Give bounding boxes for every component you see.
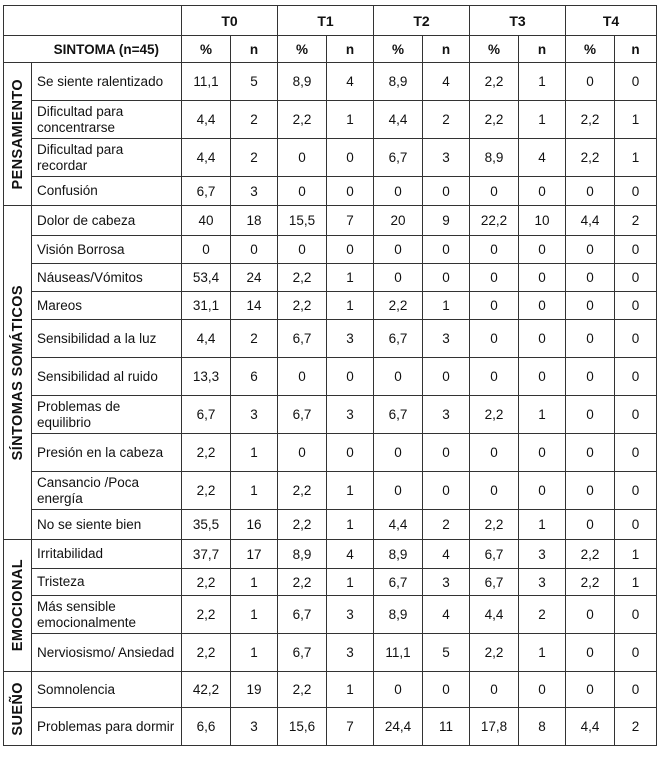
n-cell: 1 <box>231 434 278 472</box>
n-cell: 1 <box>231 569 278 596</box>
n-cell: 0 <box>231 236 278 264</box>
table-row <box>4 139 657 177</box>
pct-cell: 6,6 <box>182 708 231 746</box>
table-row <box>4 708 657 746</box>
pct-cell: 2,2 <box>182 596 231 634</box>
pct-cell: 2,2 <box>278 292 327 320</box>
symptom-name: Somnolencia <box>32 672 182 708</box>
header-corner <box>4 6 182 36</box>
n-cell: 7 <box>327 708 374 746</box>
pct-cell: 2,2 <box>566 569 615 596</box>
symptom-name: Dificultad para concentrarse <box>32 101 182 139</box>
n-cell: 3 <box>423 320 470 358</box>
pct-cell: 20 <box>374 206 423 236</box>
pct-cell: 2,2 <box>470 634 519 672</box>
pct-cell: 2,2 <box>566 101 615 139</box>
n-cell: 1 <box>615 540 657 569</box>
pct-cell: 0 <box>566 320 615 358</box>
pct-cell: 2,2 <box>278 472 327 510</box>
n-cell: 16 <box>231 510 278 540</box>
pct-cell: 37,7 <box>182 540 231 569</box>
pct-cell: 0 <box>470 358 519 396</box>
n-cell: 0 <box>615 634 657 672</box>
pct-cell: 2,2 <box>182 472 231 510</box>
pct-cell: 0 <box>566 672 615 708</box>
timepoint-header-row <box>4 6 657 36</box>
n-cell: 1 <box>327 101 374 139</box>
n-cell: 3 <box>423 396 470 434</box>
pct-cell: 4,4 <box>374 101 423 139</box>
n-cell: 5 <box>423 634 470 672</box>
n-cell: 3 <box>327 320 374 358</box>
pct-cell: 0 <box>278 177 327 206</box>
pct-cell: 0 <box>566 236 615 264</box>
table-row <box>4 292 657 320</box>
n-cell: 4 <box>423 540 470 569</box>
pct-cell: 0 <box>374 672 423 708</box>
n-cell: 17 <box>231 540 278 569</box>
n-cell: 0 <box>615 596 657 634</box>
n-cell: 0 <box>519 358 566 396</box>
pct-cell: 8,9 <box>374 540 423 569</box>
pct-cell: 6,7 <box>374 396 423 434</box>
n-cell: 0 <box>519 264 566 292</box>
n-cell: 1 <box>519 634 566 672</box>
n-cell: 2 <box>231 139 278 177</box>
n-cell: 0 <box>423 672 470 708</box>
pct-cell: 6,7 <box>278 320 327 358</box>
n-cell: 0 <box>423 236 470 264</box>
table-row <box>4 177 657 206</box>
n-cell: 0 <box>519 236 566 264</box>
pct-cell: 2,2 <box>278 101 327 139</box>
n-cell: 0 <box>615 177 657 206</box>
n-cell: 0 <box>327 177 374 206</box>
pct-cell: 4,4 <box>182 101 231 139</box>
n-cell: 3 <box>423 139 470 177</box>
timepoint-header: T2 <box>374 6 470 36</box>
pct-cell: 0 <box>566 63 615 101</box>
pct-cell: 6,7 <box>278 396 327 434</box>
symptom-name: No se siente bien <box>32 510 182 540</box>
table-row <box>4 672 657 708</box>
pct-cell: 0 <box>566 634 615 672</box>
table-row <box>4 63 657 101</box>
table-row <box>4 320 657 358</box>
pct-cell: 17,8 <box>470 708 519 746</box>
pct-cell: 22,2 <box>470 206 519 236</box>
n-cell: 0 <box>519 472 566 510</box>
pct-cell: 35,5 <box>182 510 231 540</box>
table-body <box>4 63 657 746</box>
symptom-name: Náuseas/Vómitos <box>32 264 182 292</box>
n-header: n <box>231 36 278 63</box>
symptom-name: Confusión <box>32 177 182 206</box>
pct-cell: 8,9 <box>374 596 423 634</box>
pct-cell: 42,2 <box>182 672 231 708</box>
pct-header: % <box>374 36 423 63</box>
n-cell: 10 <box>519 206 566 236</box>
n-header: n <box>519 36 566 63</box>
pct-cell: 0 <box>566 177 615 206</box>
pct-cell: 0 <box>278 358 327 396</box>
n-cell: 3 <box>327 396 374 434</box>
pct-cell: 2,2 <box>182 434 231 472</box>
pct-header: % <box>566 36 615 63</box>
table-row <box>4 540 657 569</box>
n-cell: 0 <box>615 434 657 472</box>
pct-cell: 4,4 <box>470 596 519 634</box>
n-cell: 7 <box>327 206 374 236</box>
pct-cell: 31,1 <box>182 292 231 320</box>
pct-cell: 2,2 <box>470 510 519 540</box>
n-cell: 8 <box>519 708 566 746</box>
pct-cell: 2,2 <box>278 510 327 540</box>
pct-cell: 0 <box>374 236 423 264</box>
pct-cell: 2,2 <box>566 139 615 177</box>
symptom-name: Visión Borrosa <box>32 236 182 264</box>
group-label-cell <box>4 206 32 540</box>
n-cell: 0 <box>519 672 566 708</box>
n-header: n <box>615 36 657 63</box>
pct-cell: 11,1 <box>182 63 231 101</box>
n-cell: 1 <box>327 672 374 708</box>
n-cell: 0 <box>327 434 374 472</box>
table-row <box>4 264 657 292</box>
n-cell: 0 <box>615 510 657 540</box>
pct-cell: 0 <box>566 292 615 320</box>
n-cell: 2 <box>615 708 657 746</box>
pct-cell: 2,2 <box>566 540 615 569</box>
pct-cell: 0 <box>470 672 519 708</box>
pct-cell: 6,7 <box>374 139 423 177</box>
pct-cell: 53,4 <box>182 264 231 292</box>
group-label: PENSAMIENTO <box>9 78 26 190</box>
pct-cell: 11,1 <box>374 634 423 672</box>
pct-cell: 2,2 <box>182 634 231 672</box>
symptom-name: Más sensible emocionalmente <box>32 596 182 634</box>
pct-cell: 2,2 <box>182 569 231 596</box>
symptom-name: Se siente ralentizado <box>32 63 182 101</box>
pct-cell: 4,4 <box>566 708 615 746</box>
n-cell: 1 <box>519 101 566 139</box>
symptom-name: Irritabilidad <box>32 540 182 569</box>
subheader-row <box>4 36 657 63</box>
n-cell: 4 <box>327 540 374 569</box>
pct-cell: 0 <box>470 292 519 320</box>
n-cell: 19 <box>231 672 278 708</box>
symptom-name: Cansancio /Poca energía <box>32 472 182 510</box>
group-label-cell <box>4 540 32 672</box>
pct-cell: 2,2 <box>470 396 519 434</box>
pct-cell: 8,9 <box>374 63 423 101</box>
n-cell: 14 <box>231 292 278 320</box>
symptom-name: Sensibilidad al ruido <box>32 358 182 396</box>
pct-cell: 15,5 <box>278 206 327 236</box>
group-label-cell <box>4 672 32 746</box>
n-cell: 3 <box>231 396 278 434</box>
pct-cell: 6,7 <box>278 634 327 672</box>
pct-cell: 0 <box>182 236 231 264</box>
pct-cell: 6,7 <box>278 596 327 634</box>
symptom-name: Nerviosismo/ Ansiedad <box>32 634 182 672</box>
n-cell: 4 <box>327 63 374 101</box>
pct-cell: 0 <box>374 358 423 396</box>
n-header: n <box>327 36 374 63</box>
symptom-name: Dolor de cabeza <box>32 206 182 236</box>
n-cell: 1 <box>327 569 374 596</box>
timepoint-header: T1 <box>278 6 374 36</box>
n-cell: 0 <box>615 292 657 320</box>
symptom-name: Sensibilidad a la luz <box>32 320 182 358</box>
n-cell: 0 <box>327 139 374 177</box>
n-cell: 0 <box>615 236 657 264</box>
n-cell: 2 <box>615 206 657 236</box>
pct-cell: 0 <box>278 434 327 472</box>
pct-cell: 8,9 <box>278 540 327 569</box>
n-cell: 0 <box>615 63 657 101</box>
n-cell: 3 <box>423 569 470 596</box>
n-cell: 3 <box>231 708 278 746</box>
table-row <box>4 510 657 540</box>
n-cell: 6 <box>231 358 278 396</box>
pct-cell: 0 <box>374 264 423 292</box>
pct-cell: 6,7 <box>470 569 519 596</box>
pct-cell: 2,2 <box>278 569 327 596</box>
n-cell: 2 <box>423 101 470 139</box>
n-cell: 2 <box>231 320 278 358</box>
n-cell: 1 <box>519 396 566 434</box>
pct-cell: 0 <box>566 396 615 434</box>
group-label: SÍNTOMAS SOMÁTICOS <box>9 284 26 461</box>
n-cell: 0 <box>423 358 470 396</box>
n-cell: 3 <box>327 634 374 672</box>
symptom-name: Problemas de equilibrio <box>32 396 182 434</box>
n-cell: 0 <box>615 472 657 510</box>
table-row <box>4 101 657 139</box>
n-cell: 3 <box>519 569 566 596</box>
pct-cell: 0 <box>566 264 615 292</box>
table-row <box>4 472 657 510</box>
pct-cell: 4,4 <box>182 320 231 358</box>
pct-cell: 0 <box>566 358 615 396</box>
pct-cell: 0 <box>278 139 327 177</box>
n-cell: 0 <box>615 320 657 358</box>
pct-header: % <box>278 36 327 63</box>
n-cell: 0 <box>615 672 657 708</box>
n-cell: 1 <box>615 101 657 139</box>
pct-cell: 6,7 <box>470 540 519 569</box>
n-cell: 1 <box>231 596 278 634</box>
n-cell: 1 <box>327 264 374 292</box>
pct-cell: 0 <box>566 434 615 472</box>
pct-cell: 4,4 <box>374 510 423 540</box>
table-row <box>4 569 657 596</box>
symptom-column-header: SINTOMA (n=45) <box>4 36 182 63</box>
pct-cell: 0 <box>566 510 615 540</box>
n-cell: 0 <box>519 320 566 358</box>
pct-cell: 0 <box>566 596 615 634</box>
n-cell: 0 <box>423 264 470 292</box>
n-cell: 1 <box>327 292 374 320</box>
table-row <box>4 434 657 472</box>
n-cell: 0 <box>615 396 657 434</box>
group-label-cell <box>4 63 32 206</box>
timepoint-header: T4 <box>566 6 657 36</box>
n-cell: 5 <box>231 63 278 101</box>
pct-header: % <box>470 36 519 63</box>
n-cell: 1 <box>519 510 566 540</box>
pct-cell: 8,9 <box>470 139 519 177</box>
pct-cell: 4,4 <box>182 139 231 177</box>
pct-cell: 40 <box>182 206 231 236</box>
n-cell: 24 <box>231 264 278 292</box>
n-cell: 0 <box>423 177 470 206</box>
pct-cell: 0 <box>470 264 519 292</box>
n-cell: 0 <box>615 358 657 396</box>
n-cell: 3 <box>327 596 374 634</box>
n-cell: 9 <box>423 206 470 236</box>
n-cell: 4 <box>423 596 470 634</box>
pct-cell: 2,2 <box>470 63 519 101</box>
n-cell: 4 <box>519 139 566 177</box>
pct-cell: 0 <box>470 472 519 510</box>
pct-cell: 0 <box>374 177 423 206</box>
pct-cell: 6,7 <box>374 320 423 358</box>
n-header: n <box>423 36 470 63</box>
pct-cell: 6,7 <box>374 569 423 596</box>
n-cell: 2 <box>423 510 470 540</box>
pct-cell: 8,9 <box>278 63 327 101</box>
symptom-name: Tristeza <box>32 569 182 596</box>
n-cell: 1 <box>615 569 657 596</box>
symptom-name: Presión en la cabeza <box>32 434 182 472</box>
pct-cell: 2,2 <box>470 101 519 139</box>
pct-cell: 6,7 <box>182 177 231 206</box>
pct-cell: 0 <box>470 434 519 472</box>
n-cell: 1 <box>231 472 278 510</box>
pct-cell: 2,2 <box>278 672 327 708</box>
pct-cell: 0 <box>374 472 423 510</box>
n-cell: 1 <box>615 139 657 177</box>
n-cell: 11 <box>423 708 470 746</box>
pct-cell: 24,4 <box>374 708 423 746</box>
n-cell: 0 <box>519 434 566 472</box>
n-cell: 18 <box>231 206 278 236</box>
n-cell: 1 <box>327 472 374 510</box>
n-cell: 0 <box>519 292 566 320</box>
pct-cell: 15,6 <box>278 708 327 746</box>
group-label: SUEÑO <box>9 681 26 736</box>
timepoint-header: T3 <box>470 6 566 36</box>
n-cell: 0 <box>423 472 470 510</box>
n-cell: 1 <box>231 634 278 672</box>
table-row <box>4 236 657 264</box>
n-cell: 1 <box>327 510 374 540</box>
table-row <box>4 634 657 672</box>
symptom-name: Problemas para dormir <box>32 708 182 746</box>
timepoint-header: T0 <box>182 6 278 36</box>
pct-cell: 0 <box>470 236 519 264</box>
n-cell: 4 <box>423 63 470 101</box>
n-cell: 1 <box>519 63 566 101</box>
pct-header: % <box>182 36 231 63</box>
symptom-name: Mareos <box>32 292 182 320</box>
group-label: EMOCIONAL <box>9 559 26 652</box>
table-row <box>4 396 657 434</box>
n-cell: 0 <box>615 264 657 292</box>
pct-cell: 0 <box>470 177 519 206</box>
table-row <box>4 358 657 396</box>
table-row <box>4 206 657 236</box>
n-cell: 0 <box>327 358 374 396</box>
pct-cell: 0 <box>278 236 327 264</box>
pct-cell: 0 <box>470 320 519 358</box>
pct-cell: 2,2 <box>278 264 327 292</box>
pct-cell: 0 <box>374 434 423 472</box>
n-cell: 0 <box>423 434 470 472</box>
n-cell: 0 <box>519 177 566 206</box>
n-cell: 0 <box>327 236 374 264</box>
symptom-name: Dificultad para recordar <box>32 139 182 177</box>
n-cell: 2 <box>231 101 278 139</box>
table-row <box>4 596 657 634</box>
n-cell: 2 <box>519 596 566 634</box>
symptom-table <box>3 5 657 746</box>
pct-cell: 0 <box>566 472 615 510</box>
n-cell: 1 <box>423 292 470 320</box>
pct-cell: 13,3 <box>182 358 231 396</box>
pct-cell: 6,7 <box>182 396 231 434</box>
n-cell: 3 <box>231 177 278 206</box>
pct-cell: 4,4 <box>566 206 615 236</box>
pct-cell: 2,2 <box>374 292 423 320</box>
n-cell: 3 <box>519 540 566 569</box>
